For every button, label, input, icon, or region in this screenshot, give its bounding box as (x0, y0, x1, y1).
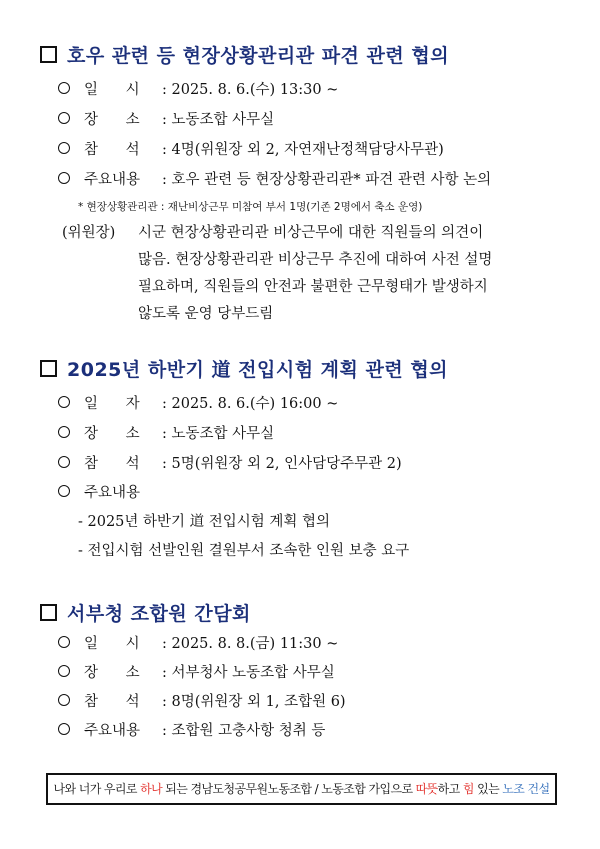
section1-item-attendees (58, 138, 444, 159)
circle-bullet-icon (58, 723, 70, 735)
remark-line: 많음. 현장상황관리관 비상근무 추진에 대하여 사전 설명 (138, 252, 493, 268)
circle-bullet-icon (58, 142, 70, 154)
item-label: 장 소 (84, 112, 140, 128)
remark-line: 필요하며, 직원들의 안전과 불편한 근무형태가 발생하지 (138, 279, 488, 295)
slogan-text: 하고 (437, 782, 463, 796)
section2-title: 2025년 하반기 道 전입시험 계획 관련 협의 (67, 359, 449, 381)
remark-line: 않도록 운영 당부드림 (138, 306, 274, 322)
checkbox-square-icon (40, 360, 57, 377)
section3-item-content (58, 719, 325, 740)
item-label: 참 석 (84, 142, 140, 158)
slogan-highlight: 하나 (140, 782, 163, 796)
slogan-highlight: 힘 (462, 782, 474, 796)
section2-heading (40, 355, 448, 382)
item-value: : 호우 관련 등 현장상황관리관* 파견 관련 사항 논의 (162, 172, 492, 188)
item-value: : 4명(위원장 외 2, 자연재난정책담당사무관) (162, 142, 444, 158)
circle-bullet-icon (58, 665, 70, 677)
section1-chair-remark (62, 220, 562, 328)
item-label: 참 석 (84, 694, 140, 710)
circle-bullet-icon (58, 112, 70, 124)
item-value: : 2025. 8. 8.(금) 11:30 ~ (162, 636, 339, 652)
slogan-text: 나와 너가 우리로 (53, 782, 141, 796)
checkbox-square-icon (40, 604, 57, 621)
item-value: : 2025. 8. 6.(수) 16:00 ~ (162, 396, 339, 412)
item-label: 주요내용 (84, 723, 141, 739)
item-label: 참 석 (84, 456, 140, 472)
section1-item-date (58, 78, 338, 99)
section1-title: 호우 관련 등 현장상황관리관 파견 관련 협의 (67, 45, 450, 67)
remark-tag: (위원장) (62, 225, 116, 241)
item-label: 일 자 (84, 396, 140, 412)
section2-item-content (58, 481, 162, 502)
circle-bullet-icon (58, 396, 70, 408)
section3-item-place (58, 661, 335, 682)
section3-item-attendees (58, 690, 346, 711)
item-value: : 5명(위원장 외 2, 인사담당주무관 2) (162, 456, 402, 472)
section2-dash-item: - 전입시험 선발인원 결원부서 조속한 인원 보충 요구 (78, 543, 410, 559)
item-label: 주요내용 (84, 485, 141, 501)
circle-bullet-icon (58, 172, 70, 184)
circle-bullet-icon (58, 694, 70, 706)
section1-item-content (58, 168, 491, 189)
item-label: 일 시 (84, 82, 140, 98)
item-label: 장 소 (84, 426, 140, 442)
union-slogan-banner (46, 773, 557, 805)
item-label: 일 시 (84, 636, 140, 652)
section2-item-place (58, 422, 274, 443)
item-value: : 2025. 8. 6.(수) 13:30 ~ (162, 82, 339, 98)
item-value: : 8명(위원장 외 1, 조합원 6) (162, 694, 346, 710)
checkbox-square-icon (40, 46, 57, 63)
item-value: : 노동조합 사무실 (162, 426, 275, 442)
slogan-text: 되는 경남도청공무원노동조합 / 노동조합 가입으로 (162, 782, 416, 796)
section3-heading (40, 599, 251, 626)
slogan-highlight: 따뜻 (415, 782, 438, 796)
section2-item-date (58, 392, 338, 413)
circle-bullet-icon (58, 82, 70, 94)
section3-item-date (58, 632, 338, 653)
slogan-highlight-blue: 노조 건설 (502, 782, 550, 796)
section1-item-place (58, 108, 274, 129)
section1-footnote: * 현장상황관리관 : 재난비상근무 미참여 부서 1명(기존 2명에서 축소 운영) (78, 201, 423, 213)
circle-bullet-icon (58, 636, 70, 648)
slogan-text: 있는 (473, 782, 503, 796)
item-value: : 조합원 고충사항 청취 등 (162, 723, 326, 739)
section2-item-attendees (58, 452, 402, 473)
section3-title: 서부청 조합원 간담회 (67, 603, 251, 625)
circle-bullet-icon (58, 456, 70, 468)
circle-bullet-icon (58, 485, 70, 497)
section1-heading (40, 41, 449, 68)
item-value: : 노동조합 사무실 (162, 112, 275, 128)
item-label: 장 소 (84, 665, 140, 681)
circle-bullet-icon (58, 426, 70, 438)
item-label: 주요내용 (84, 172, 141, 188)
section2-dash-item: - 2025년 하반기 道 전입시험 계획 협의 (78, 514, 331, 530)
remark-line: 시군 현장상황관리관 비상근무에 대한 직원들의 의견이 (138, 225, 484, 241)
item-value: : 서부청사 노동조합 사무실 (162, 665, 335, 681)
